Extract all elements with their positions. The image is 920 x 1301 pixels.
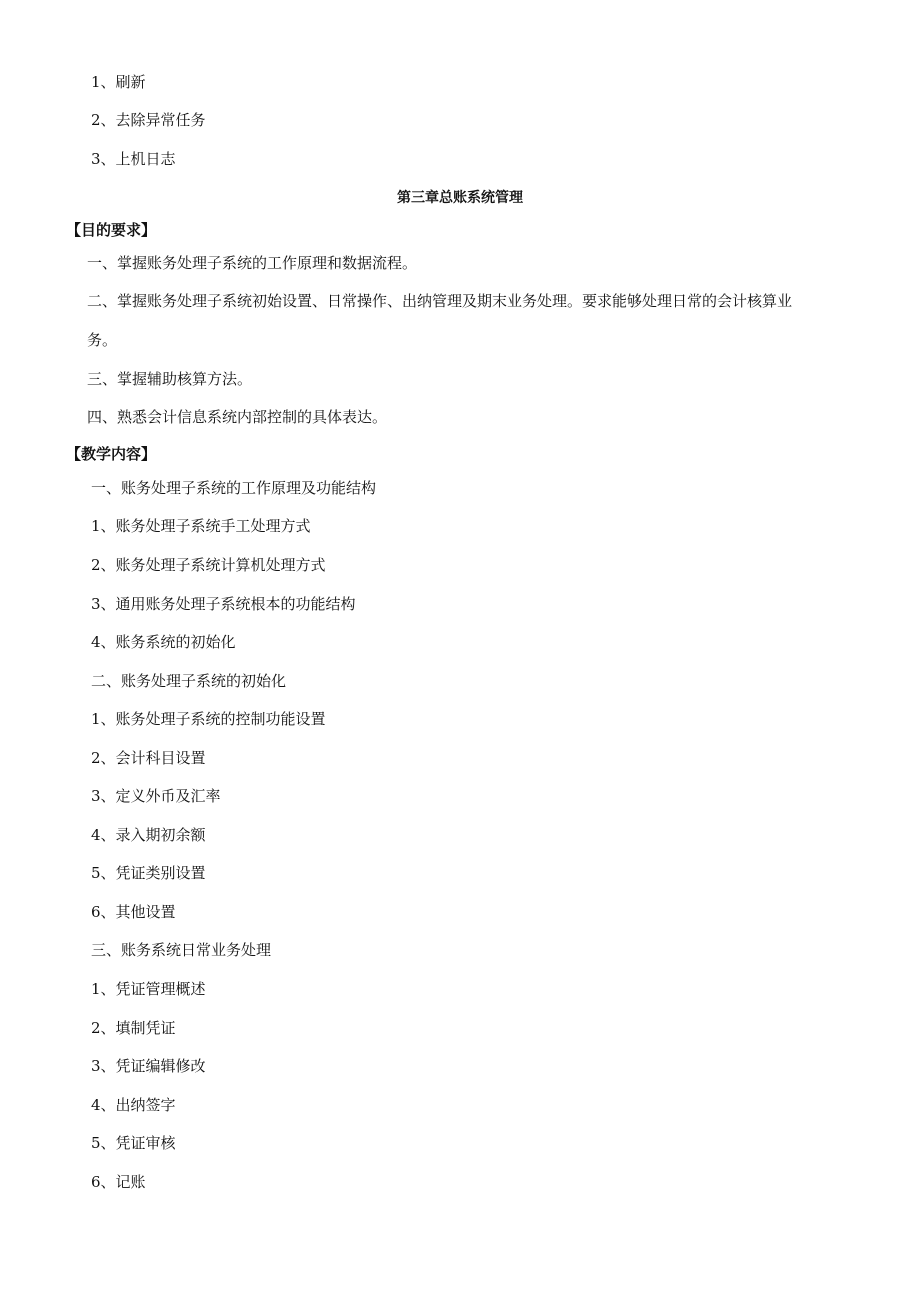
- goal-item: 四、熟悉会计信息系统内部控制的具体表达。: [87, 408, 388, 426]
- list-item: 6、记账: [91, 1173, 146, 1191]
- list-item: 2、填制凭证: [91, 1019, 176, 1037]
- list-item: 1、账务处理子系统手工处理方式: [91, 517, 311, 535]
- list-item: 5、凭证审核: [91, 1134, 176, 1152]
- chapter-title: 第三章总账系统管理: [397, 190, 523, 206]
- list-item: 3、通用账务处理子系统根本的功能结构: [91, 595, 356, 613]
- list-item: 3、定义外币及汇率: [91, 787, 221, 805]
- content-heading: 【教学内容】: [66, 445, 157, 463]
- list-item: 2、会计科目设置: [91, 749, 206, 767]
- list-item: 1、凭证管理概述: [91, 980, 206, 998]
- intro-item: 1、刷新: [91, 73, 146, 91]
- list-item: 4、出纳签字: [91, 1096, 176, 1114]
- list-item: 1、账务处理子系统的控制功能设置: [91, 710, 326, 728]
- intro-item: 2、去除异常任务: [91, 111, 206, 129]
- list-item: 5、凭证类别设置: [91, 864, 206, 882]
- intro-item: 3、上机日志: [91, 150, 176, 168]
- section-title: 二、账务处理子系统的初始化: [91, 672, 287, 690]
- list-item: 3、凭证编辑修改: [91, 1057, 206, 1075]
- goal-item: 三、掌握辅助核算方法。: [87, 370, 253, 388]
- goal-item: 二、掌握账务处理子系统初始设置、日常操作、出纳管理及期末业务处理。要求能够处理日常的会计核算业: [87, 292, 793, 310]
- list-item: 2、账务处理子系统计算机处理方式: [91, 556, 326, 574]
- goal-item: 务。: [87, 331, 118, 349]
- section-title: 一、账务处理子系统的工作原理及功能结构: [91, 479, 377, 497]
- list-item: 4、账务系统的初始化: [91, 633, 236, 651]
- goals-heading: 【目的要求】: [66, 221, 157, 239]
- list-item: 6、其他设置: [91, 903, 176, 921]
- goal-item: 一、掌握账务处理子系统的工作原理和数据流程。: [87, 254, 418, 272]
- list-item: 4、录入期初余额: [91, 826, 206, 844]
- section-title: 三、账务系统日常业务处理: [91, 941, 272, 959]
